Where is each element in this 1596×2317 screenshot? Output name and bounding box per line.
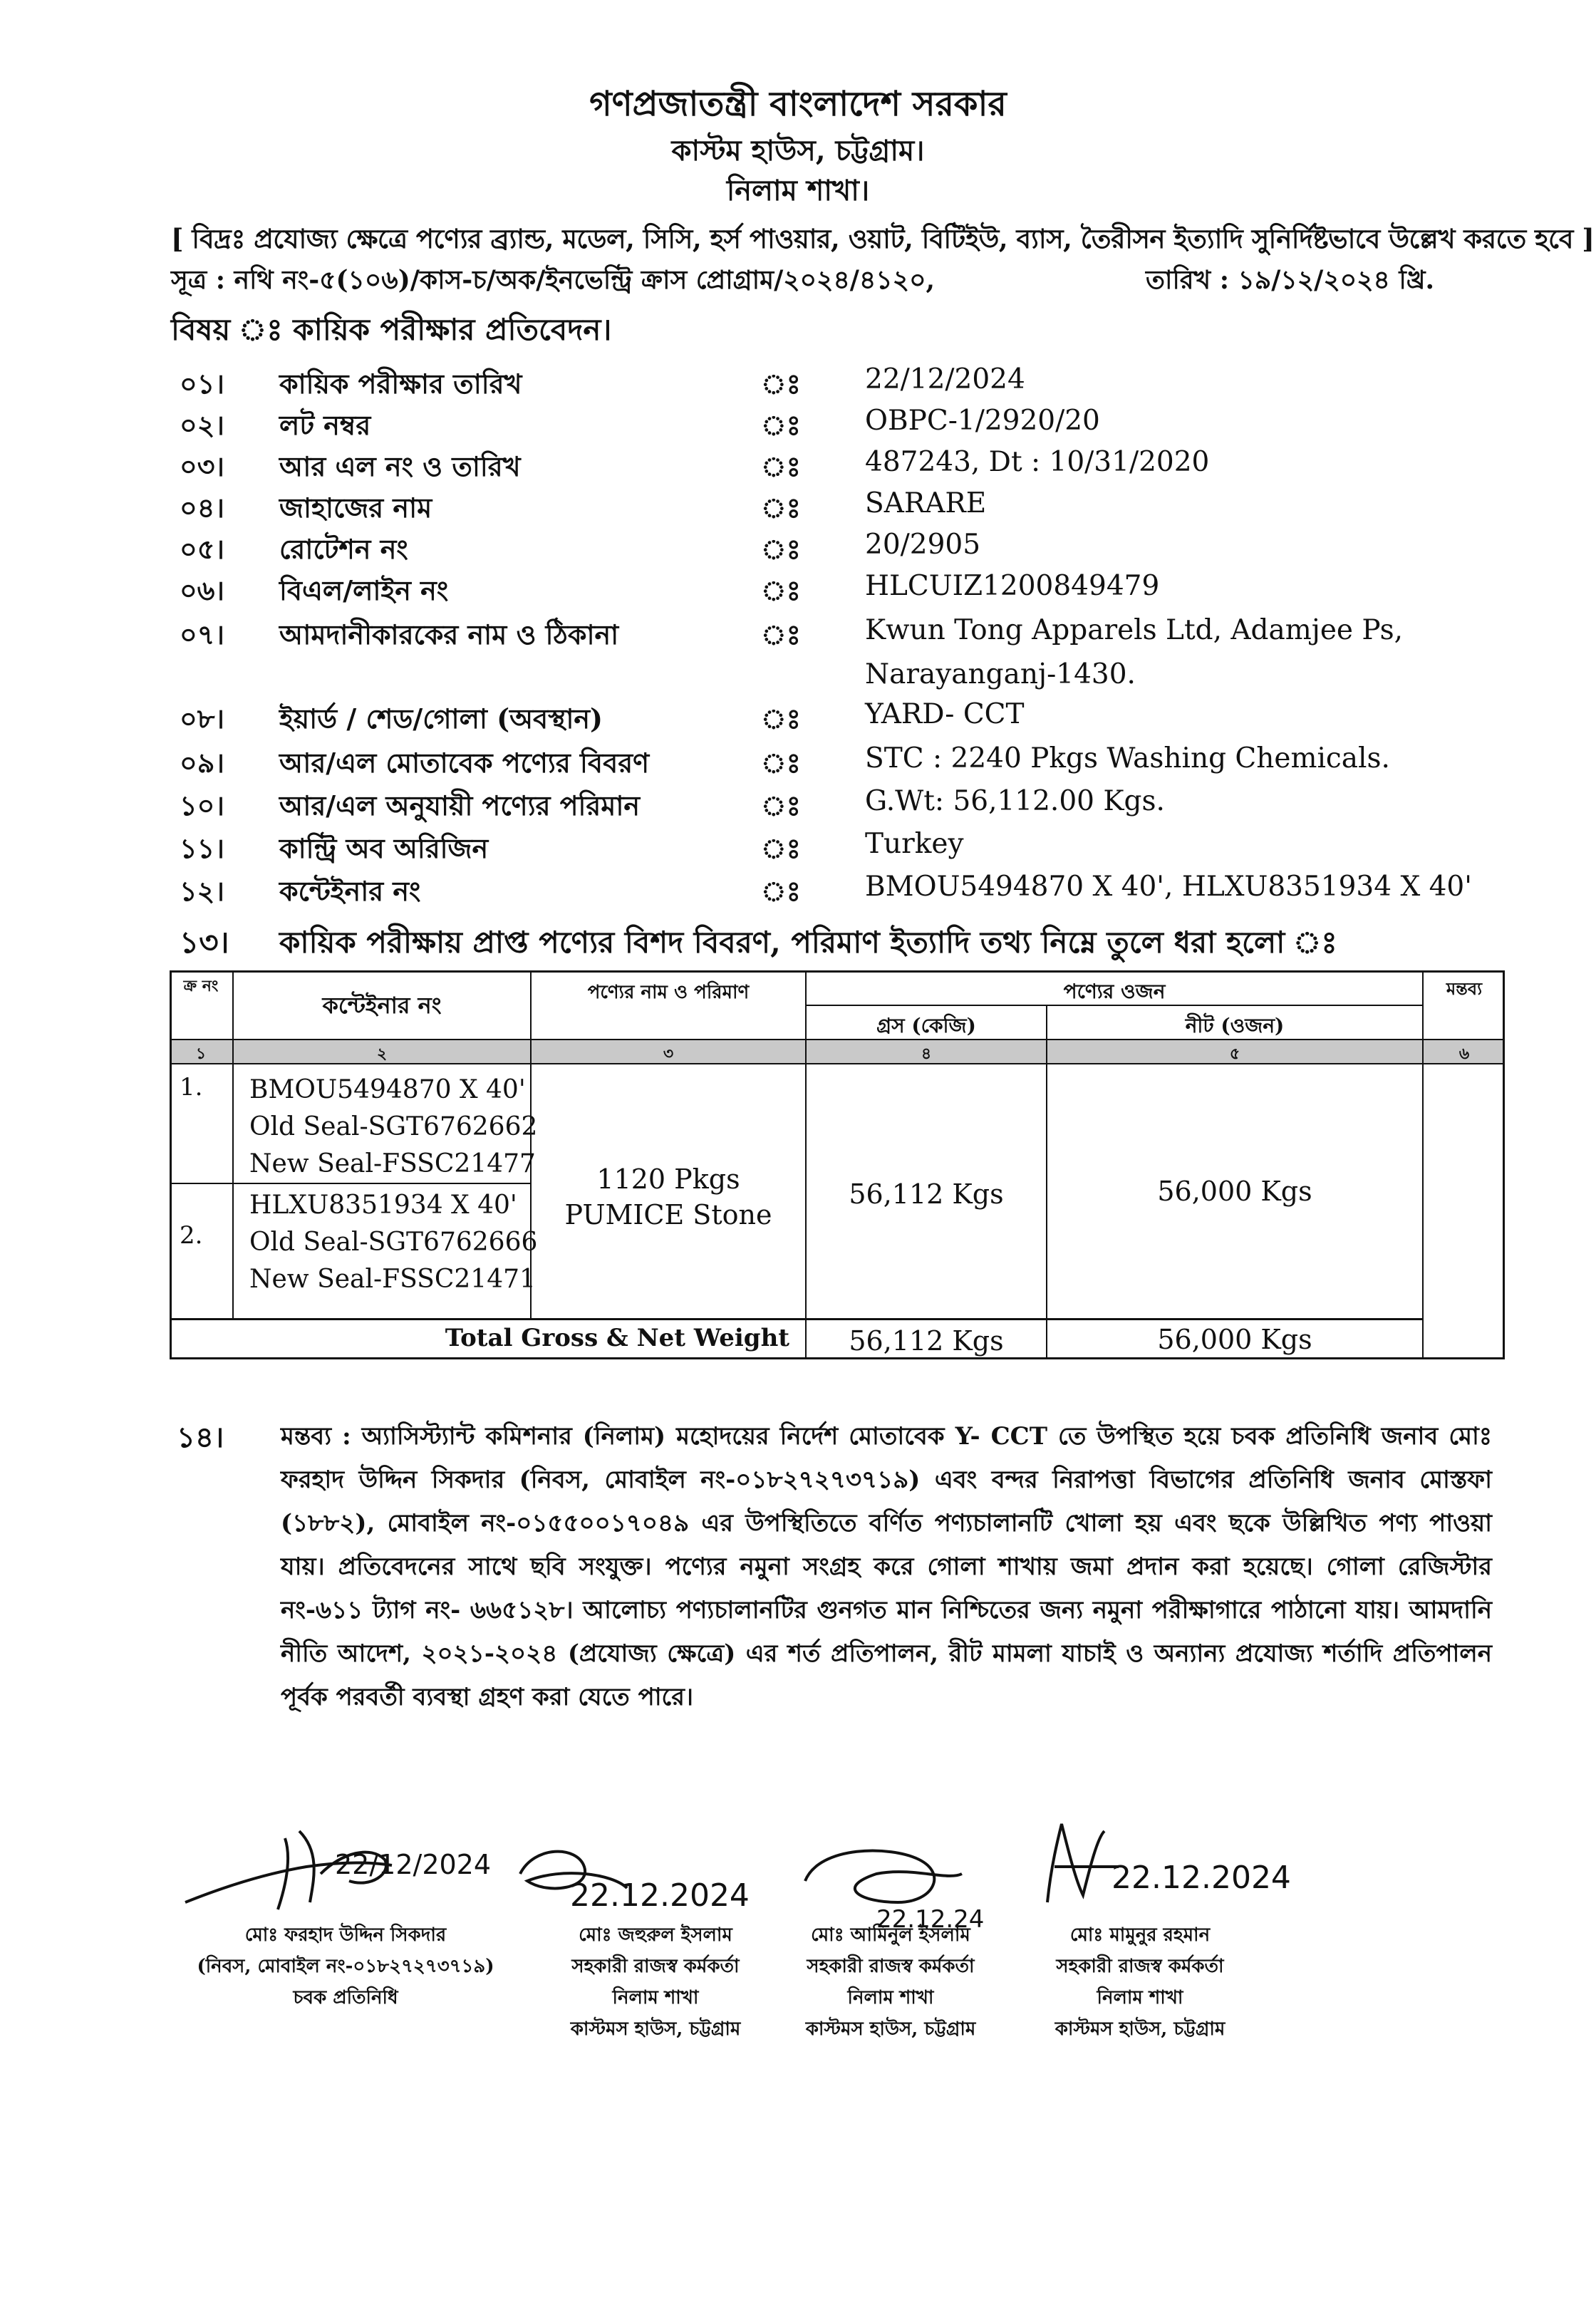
signatory-designation: সহকারী রাজস্ব কর্মকর্তা [571,1956,740,1977]
field-value-line2: Narayanganj-1430. [865,658,1136,690]
signature-block-4 [1012,1919,1268,2045]
field-row [0,487,1596,529]
field-number: ০২। [180,409,225,441]
old-seal: Old Seal-SGT6762666 [249,1228,538,1257]
field-row [0,742,1596,784]
remark-text: মন্তব্য : অ্যাসিস্ট্যান্ট কমিশনার (নিলাম) মহোদয়ের নির্দেশ মোতাবেক Y- CCT তে উপস্থিত হয়ে চবক প্রতিনিধি জনাব মোঃ ফরহাদ উদ্দিন সিকদার (নিবস, মোবাইল নং-০১৮২৭২৭৩৭১৯) এবং বন্দর নিরাপত্তা বিভাগের প্রতিনিধি জনাব মোস্তফা (১৮৮২), মোবাইল নং-০১৫৫০০১৭০৪৯ এর উপস্থিতিতে বর্ণিত পণ্যচালানটি খোলা হয় এবং ছকে উল্লিখিত পণ্য পাওয়া যায়। প্রতিবেদনের সাথে ছবি সংযুক্ত। পণ্যের নমুনা সংগ্রহ করে গোলা শাখায় জমা প্রদান করা হয়েছে। গোলা রেজিস্টার নং-৬১১ ট্যাগ নং- ৬৬৫১২৮। আলোচ্য পণ্যচালানটির গুনগত মান নিশ্চিতের জন্য নমুনা পরীক্ষাগারে পাঠানো যায়। আমদানি নীতি আদেশ, ২০২১-২০২৪ (প্রযোজ্য ক্ষেত্রে) এর শর্ত প্রতিপালন, রীট মামলা যাচাই ও অন্যান্য প্রযোজ্য শর্তাদি প্রতিপালন পূর্বক পরবর্তী ব্যবস্থা গ্রহণ করা যেতে পারে। [281,1422,1492,1711]
column-index: ২ [376,1045,388,1063]
signatory-role: চবক প্রতিনিধি [293,1987,398,2008]
field-row [0,614,1596,690]
item-13-label: কায়িক পরীক্ষায় প্রাপ্ত পণ্যের বিশদ বিবরণ, পরিমাণ ইত্যাদি তথ্য নিম্নে তুলে ধরা হলো ঃ [279,925,1337,960]
field-label: আর/এল মোতাবেক পণ্যের বিবরণ [279,747,650,779]
field-value: G.Wt: 56,112.00 Kgs. [865,785,1165,817]
signatory-office: কাস্টমস হাউস, চট্টগ্রাম [805,2018,976,2040]
signature-scribble-4 [1033,1810,1304,1917]
table-line [170,1318,1422,1320]
field-number: ১২। [180,875,224,907]
header-net: নীট (ওজন) [1185,1014,1285,1037]
field-number: ০৯। [180,747,224,779]
government-title: গণপ্রজাতন্ত্রী বাংলাদেশ সরকার [589,84,1007,124]
remark-number: ১৪। [177,1421,224,1454]
column-index: ৩ [663,1045,674,1063]
field-number: ১০। [180,789,224,821]
new-seal: New Seal-FSSC21477 [249,1149,536,1178]
field-row [0,363,1596,405]
field-number: ০৫। [180,533,224,565]
row-serial: 2. [180,1221,203,1250]
field-number: ০৩। [180,450,225,482]
field-value: Kwun Tong Apparels Ltd, Adamjee Ps, [865,614,1403,646]
field-value: 20/2905 [865,529,981,561]
total-net: 56,000 Kgs [1157,1324,1312,1355]
field-value: OBPC-1/2920/20 [865,405,1100,437]
row-serial: 1. [180,1073,203,1102]
field-colon: ঃ [761,747,801,779]
field-row [0,698,1596,740]
field-number: ০৬। [180,574,225,606]
field-value: 487243, Dt : 10/31/2020 [865,446,1210,478]
field-label: জাহাজের নাম [279,492,432,524]
signatory-designation: সহকারী রাজস্ব কর্মকর্তা [1056,1956,1224,1977]
field-label: রোটেশন নং [279,533,408,565]
header-remarks: মন্তব্য [1446,978,1483,999]
office-name: কাস্টম হাউস, চট্টগ্রাম। [671,134,925,167]
field-colon: ঃ [761,574,801,606]
field-number: ০৪। [180,492,224,524]
table-line [170,1183,530,1184]
new-seal: New Seal-FSSC21471 [249,1265,536,1294]
signatory-name: মোঃ মামুনুর রহমান [1069,1924,1211,1946]
table-border [170,970,1505,973]
field-row [0,446,1596,487]
header-weight: পণ্যের ওজন [1063,980,1166,1003]
field-number: ১১। [180,832,224,864]
field-row [0,785,1596,826]
signature-date: 22/12/2024 [335,1849,492,1880]
goods-description [532,1161,805,1233]
field-colon: ঃ [761,492,801,524]
column-index: ১ [195,1045,207,1063]
field-row [0,871,1596,912]
signature-date: 22.12.2024 [570,1877,750,1914]
field-value: SARARE [865,487,987,519]
field-colon: ঃ [761,875,801,907]
field-label: আর/এল অনুযায়ী পণ্যের পরিমান [279,789,641,821]
signatory-branch: নিলাম শাখা [612,1987,699,2008]
field-colon: ঃ [761,832,801,864]
goods-table [170,970,1505,1359]
header-gross: গ্রস (কেজি) [876,1014,976,1037]
field-row [0,570,1596,611]
signatory-name: মোঃ ফরহাদ উদ্দিন সিকদার [244,1924,447,1946]
subject-line: বিষয় ঃ কায়িক পরীক্ষার প্রতিবেদন। [171,312,612,347]
branch-name: নিলাম শাখা। [726,174,870,207]
field-label: কান্ট্রি অব অরিজিন [279,832,489,864]
field-number: ০৮। [180,703,224,735]
signatory-contact: (নিবস, মোবাইল নং-০১৮২৭২৭৩৭১৯) [197,1956,494,1977]
field-colon: ঃ [761,368,801,400]
field-colon: ঃ [761,409,801,441]
signature-block-3 [762,1919,1019,2045]
table-border [170,1357,1505,1359]
field-colon: ঃ [761,450,801,482]
field-row [0,405,1596,446]
signature-date: 22.12.24 [876,1905,985,1934]
field-number: ১৩। [180,925,229,960]
field-value: HLCUIZ1200849479 [865,570,1160,602]
field-value: BMOU5494870 X 40', HLXU8351934 X 40' [865,871,1472,903]
column-index: ৪ [921,1045,932,1063]
signature-date: 22.12.2024 [1112,1860,1291,1896]
signatory-name: মোঃ আমিনুল ইসলাম [811,1924,970,1946]
signature-block-2 [527,1919,784,2045]
signatory-designation: সহকারী রাজস্ব কর্মকর্তা [807,1956,975,1977]
old-seal: Old Seal-SGT6762662 [249,1112,538,1141]
gross-weight: 56,112 Kgs [849,1178,1004,1210]
container-number: BMOU5494870 X 40' [249,1075,526,1104]
signatory-office: কাস্টমস হাউস, চট্টগ্রাম [1054,2018,1226,2040]
field-label: ইয়ার্ড / শেড/গোলা (অবস্থান) [279,703,603,735]
signatory-branch: নিলাম শাখা [847,1987,934,2008]
field-label: আমদানীকারকের নাম ও ঠিকানা [279,618,619,650]
field-colon: ঃ [761,789,801,821]
field-number: ০৭। [180,618,225,650]
container-number: HLXU8351934 X 40' [249,1191,517,1220]
net-weight: 56,000 Kgs [1157,1176,1312,1207]
table-border [170,970,172,1359]
signatory-office: কাস্টমস হাউস, চট্টগ্রাম [570,2018,741,2040]
field-label: কন্টেইনার নং [279,875,421,907]
field-value: 22/12/2024 [865,363,1025,395]
field-number: ০১। [180,368,224,400]
reference-number: সূত্র : নথি নং-৫(১০৬)/কাস-চ/অক/ইনভেন্ট্রি ক্রাস প্রোগ্রাম/২০২৪/৪১২০, [171,265,936,295]
field-row [0,529,1596,570]
field-row [0,828,1596,869]
column-index: ৬ [1458,1045,1470,1063]
table-border [1503,970,1505,1359]
reference-date: তারিখ : ১৯/১২/২০২৪ খ্রি. [1146,265,1435,295]
field-label: কায়িক পরীক্ষার তারিখ [279,368,522,400]
field-label: আর এল নং ও তারিখ [279,450,521,482]
goods-quantity: 1120 Pkgs [596,1163,740,1195]
signatory-name: মোঃ জহুরুল ইসলাম [579,1924,732,1946]
field-label: বিএল/লাইন নং [279,574,449,606]
total-label: Total Gross & Net Weight [445,1324,789,1352]
total-gross: 56,112 Kgs [849,1325,1004,1357]
field-value: Turkey [865,828,964,860]
item-13 [180,919,1337,970]
signature-scribble-1 [178,1810,492,1924]
field-colon: ঃ [761,618,801,650]
header-container: কন্টেইনার নং [322,992,442,1019]
field-value: YARD- CCT [865,698,1025,730]
field-colon: ঃ [761,703,801,735]
signatory-branch: নিলাম শাখা [1097,1987,1183,2008]
goods-name: PUMICE Stone [564,1199,772,1230]
field-colon: ঃ [761,533,801,565]
header-serial: ক্র নং [183,977,219,995]
instruction-note: [ বিদ্রঃ প্রযোজ্য ক্ষেত্রে পণ্যের ব্র্যান্ড, মডেল, সিসি, হর্স পাওয়ার, ওয়াট, বিটিইউ, ব্যাস, তৈরীসন ইত্যাদি সুনির্দিষ্টভাবে উল্লেখ করতে হবে ] [171,223,1595,254]
header-goods: পণ্যের নাম ও পরিমাণ [587,982,750,1003]
column-index: ৫ [1229,1045,1240,1063]
signature-block-1 [178,1919,513,2013]
table-line [1422,970,1424,1359]
field-label: লট নম্বর [279,409,371,441]
field-value: STC : 2240 Pkgs Washing Chemicals. [865,742,1390,774]
